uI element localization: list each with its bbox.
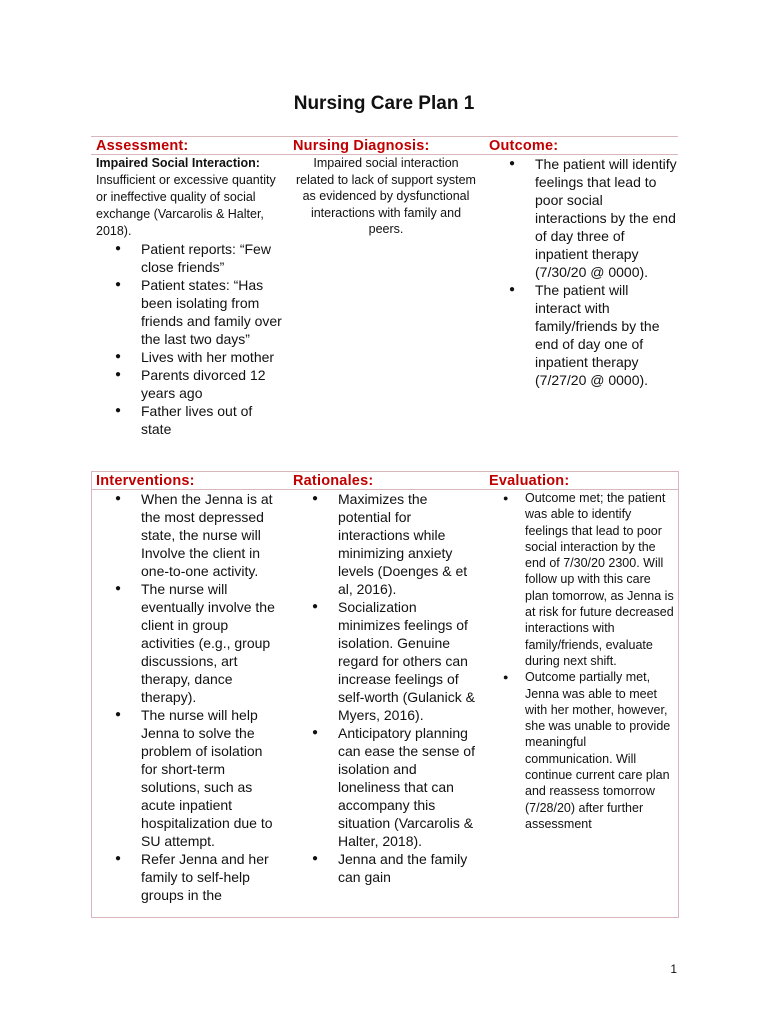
rationales-cell: [293, 490, 475, 886]
list-item: ● Jenna and the family can gain: [293, 850, 475, 886]
page-title: Nursing Care Plan 1: [293, 93, 475, 114]
outcome-header: Outcome:: [489, 138, 559, 154]
diagnosis-header: Nursing Diagnosis:: [293, 138, 430, 154]
list-item: ● The patient will identify feelings that lead to poor social interactions by the end of day three of inpatient therapy (7/30/20 @ 0000).: [490, 155, 678, 281]
list-item: ● When the Jenna is at the most depressed state, the nurse will Involve the client in one-to-one activity.: [96, 490, 282, 580]
rationales-list: [293, 490, 475, 886]
list-item: ● Parents divorced 12 years ago: [96, 366, 284, 402]
table-rule-left: [91, 471, 92, 918]
table-rule-bottom: [91, 917, 678, 918]
diagnosis-cell: [296, 155, 476, 238]
assessment-header: Assessment:: [96, 138, 189, 154]
evaluation-header: Evaluation:: [489, 473, 570, 489]
list-item: ● Father lives out of state: [96, 402, 284, 438]
assessment-title: Impaired Social Interaction:: [96, 156, 260, 170]
page-number: 1: [670, 962, 677, 976]
assessment-cell: [96, 155, 284, 438]
table-rule-right: [678, 471, 679, 918]
diagnosis-text: Impaired social interaction related to lack of support system as evidenced by dysfunctional interactions with family and peers.: [296, 156, 476, 236]
list-item: ● Outcome met; the patient was able to identify feelings that lead to poor social interaction by the end of 7/30/20 2300. Will follow up with this care plan tomorrow, as Jenna is at risk for future decreased interactions with family/friends, evaluate during next shift.: [489, 490, 675, 669]
list-item: ● The nurse will eventually involve the client in group activities (e.g., group discussions, art therapy, dance therapy).: [96, 580, 282, 706]
table-rule-top: [91, 136, 678, 137]
list-item: ● Patient reports: “Few close friends”: [96, 240, 284, 276]
interventions-cell: [96, 490, 282, 904]
outcome-cell: [490, 155, 678, 389]
list-item: ● Patient states: “Has been isolating from friends and family over the last two days”: [96, 276, 284, 348]
list-item: ● Anticipatory planning can ease the sense of isolation and loneliness that can accompany this situation (Varcarolis & Halter, 2018).: [293, 724, 475, 850]
table-rule-middle: [91, 471, 678, 472]
evaluation-cell: [489, 490, 675, 832]
assessment-text: Insufficient or excessive quantity or ineffective quality of social exchange (Varcarolis & Halter, 2018).: [96, 173, 276, 238]
interventions-header: Interventions:: [96, 473, 195, 489]
list-item: ● Outcome partially met, Jenna was able to meet with her mother, however, she was unable to provide meaningful communication. Will continue current care plan and reassess tomorrow (7/28/20) after further assessment: [489, 669, 675, 832]
interventions-list: [96, 490, 282, 904]
list-item: ● Lives with her mother: [96, 348, 284, 366]
list-item: ● The nurse will help Jenna to solve the problem of isolation for short-term solutions, such as acute inpatient hospitalization due to SU attempt.: [96, 706, 282, 850]
assessment-list: [96, 240, 284, 438]
list-item: ● Socialization minimizes feelings of isolation. Genuine regard for others can increase feelings of self-worth (Gulanick & Myers, 2016).: [293, 598, 475, 724]
evaluation-list: [489, 490, 675, 832]
list-item: ● Maximizes the potential for interactions while minimizing anxiety levels (Doenges & et al, 2016).: [293, 490, 475, 598]
list-item: ● The patient will interact with family/friends by the end of day one of inpatient therapy (7/27/20 @ 0000).: [490, 281, 678, 389]
rationales-header: Rationales:: [293, 473, 374, 489]
list-item: ● Refer Jenna and her family to self-help groups in the: [96, 850, 282, 904]
outcome-list: [490, 155, 678, 389]
